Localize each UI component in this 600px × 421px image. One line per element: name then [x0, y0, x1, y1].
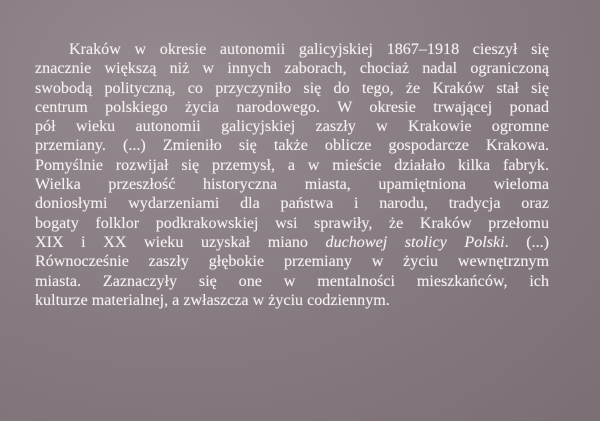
text-line: pół wieku autonomii galicyjskiej zaszły w Krakowie ogromne: [35, 118, 549, 136]
text-line: Wielka przeszłość historyczna miasta, upamiętniona wieloma: [35, 176, 549, 194]
text-line: Równocześnie zaszły głębokie przemiany w życiu wewnętrznym: [35, 253, 549, 271]
text-paragraph: [35, 40, 549, 310]
text-segment: . (...): [504, 233, 549, 251]
text-line: Kraków w okresie autonomii galicyjskiej 1867–1918 cieszył się: [69, 41, 549, 58]
text-line: znacznie większą niż w innych zaborach, chociaż nadal ograniczoną: [35, 60, 549, 78]
text-line-with-italic: [35, 233, 549, 252]
text-line: Pomyślnie rozwijał się przemysł, a w mieście działało kilka fabryk.: [35, 156, 549, 174]
text-line: centrum polskiego życia narodowego. W okresie trwającej ponad: [35, 98, 549, 116]
text-line: doniosłymi wydarzeniami dla państwa i narodu, tradycja oraz: [35, 195, 549, 213]
text-line: miasta. Zaznaczyły się one w mentalności mieszkańców, ich: [35, 272, 549, 290]
text-line: przemiany. (...) Zmieniło się także oblicze gospodarcze Krakowa.: [35, 137, 549, 155]
text-line: swobodą polityczną, co przyczyniło się do tego, że Kraków stał się: [35, 79, 549, 97]
text-line: bogaty folklor podkrakowskiej wsi sprawiły, że Kraków przełomu: [35, 214, 549, 232]
text-line: kulturze materialnej, a zwłaszcza w życiu codziennym.: [35, 291, 390, 309]
italic-phrase: duchowej stolicy Polski: [325, 233, 505, 251]
text-segment: XIX i XX wieku uzyskał miano: [35, 233, 326, 251]
